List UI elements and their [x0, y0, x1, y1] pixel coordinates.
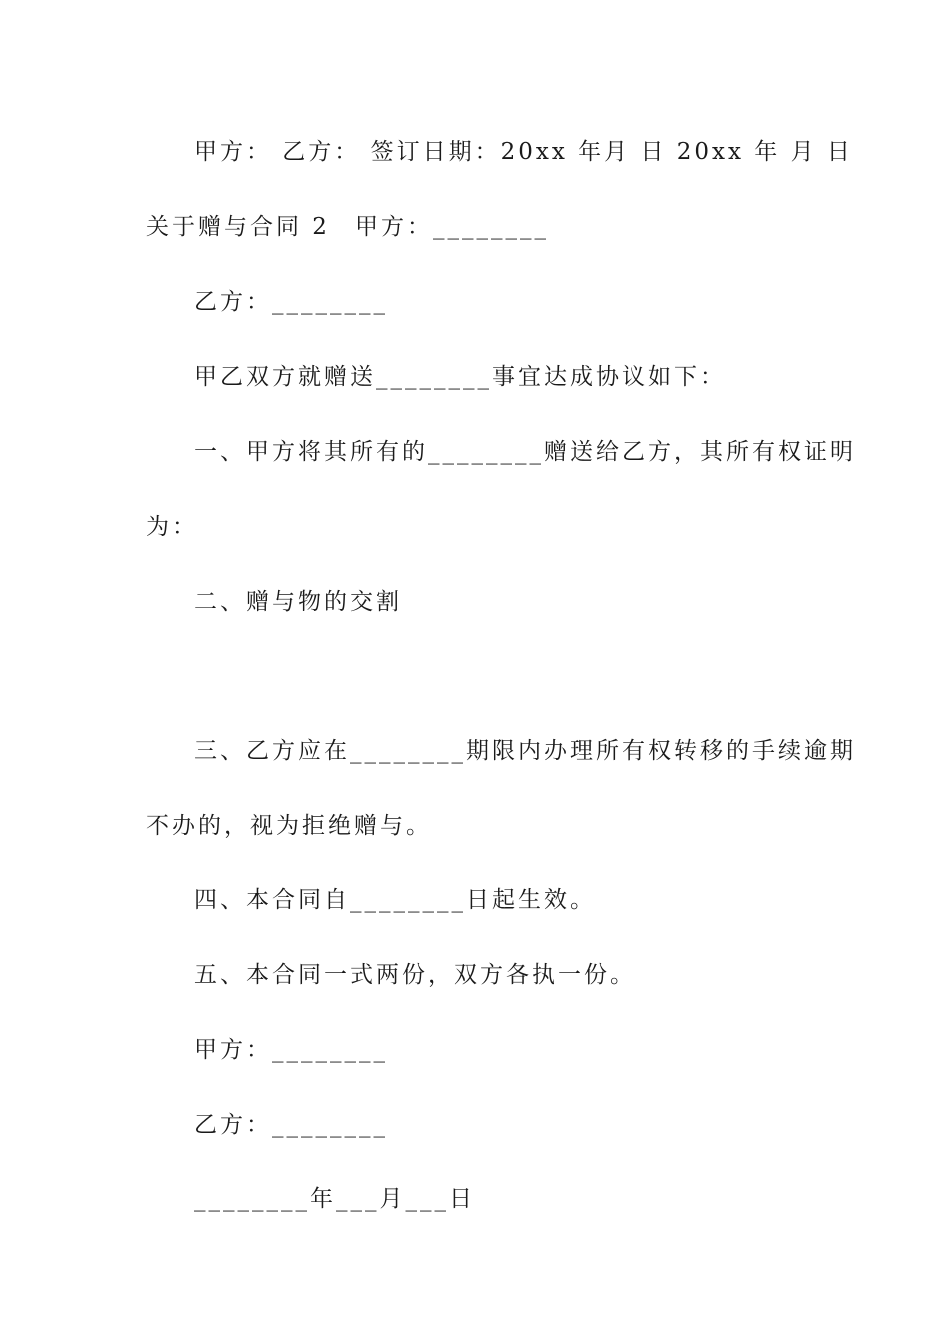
clause-4: 四、本合同自________日起生效。	[194, 887, 596, 913]
clause-2: 二、赠与物的交割	[194, 589, 402, 615]
clause-3: 三、乙方应在________期限内办理所有权转移的手续逾期	[194, 738, 856, 764]
section-heading: 关于赠与合同 2	[146, 214, 330, 240]
clause-1: 一、甲方将其所有的________赠送给乙方，其所有权证明	[194, 439, 856, 465]
party-b-signature: 乙方：________	[194, 1112, 388, 1138]
signature-date-line: 甲方： 乙方： 签订日期：20xx 年月 日 20xx 年 月 日	[194, 139, 853, 165]
signing-date: ________年___月___日	[194, 1186, 475, 1212]
agreement-intro: 甲乙双方就赠送________事宜达成协议如下：	[194, 364, 726, 390]
clause-5: 五、本合同一式两份，双方各执一份。	[194, 962, 636, 988]
party-a-signature: 甲方：________	[194, 1037, 388, 1063]
party-b-field: 乙方：________	[194, 289, 388, 315]
clause-3-continued: 不办的，视为拒绝赠与。	[146, 813, 432, 839]
clause-1-continued: 为：	[146, 514, 198, 540]
party-a-field: 甲方：________	[355, 214, 549, 240]
